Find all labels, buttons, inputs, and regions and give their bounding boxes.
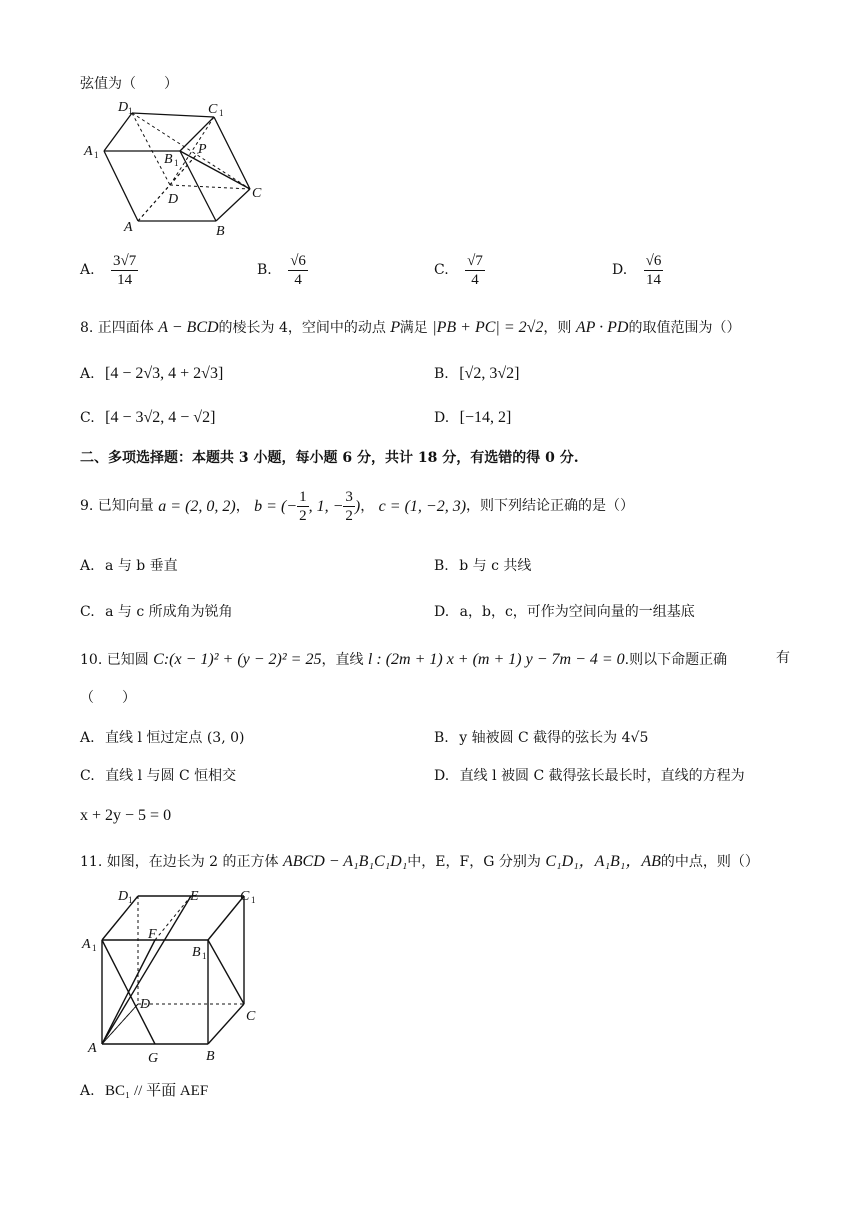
q9-choice-c[interactable]: C. a 与 c 所成角为锐角 bbox=[80, 604, 233, 620]
q8-dot-product: AP · PD bbox=[575, 319, 629, 336]
q7-choice-d-frac: $\frac{√6}{14}$ bbox=[645, 253, 662, 288]
fig1-label-D: D bbox=[168, 192, 179, 207]
fig1-label-C: C bbox=[252, 186, 262, 201]
svg-text:1: 1 bbox=[251, 895, 256, 905]
svg-text:1: 1 bbox=[219, 108, 224, 118]
q9-choice-b[interactable]: B. b 与 c 共线 bbox=[434, 558, 532, 574]
q11-choice-a[interactable]: A. BC₁ // 平面 AEF bbox=[80, 1083, 209, 1099]
q10-choice-b[interactable]: B. y 轴被圆 C 截得的弦长为 4√5 bbox=[434, 730, 649, 746]
section-2-title: 二、多项选择题：本题共 3 小题，每小题 6 分，共计 18 分，有选错的得 0 分. bbox=[80, 450, 579, 466]
q8-choice-b[interactable]: B. [√2, 3√2] bbox=[434, 365, 520, 382]
fig2-label-F: F bbox=[148, 927, 157, 942]
q11-stem: 11. 如图，在边长为 2 的正方体 ABCD − A₁B₁C₁D₁中，E，F，G 分别为 C₁D₁，A₁B₁，AB的中点，则（） bbox=[80, 853, 759, 870]
svg-text:1: 1 bbox=[202, 951, 207, 961]
fig2-label-B1: B bbox=[192, 945, 201, 960]
q10-choice-d-equation: x + 2y − 5 = 0 bbox=[80, 807, 172, 824]
q10-stem: 10. 已知圆 C:(x − 1)² + (y − 2)² = 25，直线 l : (2m + 1) x + (m + 1) y − 7m − 4 = 0.则以下命题正确 bbox=[80, 651, 728, 668]
q7-choice-b[interactable]: B. $\frac{√6}{4}$ bbox=[257, 253, 306, 288]
q7-choice-c[interactable]: C. $\frac{√7}{4}$ bbox=[434, 253, 483, 288]
svg-text:1: 1 bbox=[128, 106, 133, 116]
q9-vector-c: c = (1, −2, 3) bbox=[378, 497, 467, 515]
figure-parallelepiped bbox=[78, 95, 278, 245]
fig2-label-B: B bbox=[206, 1049, 215, 1064]
q7-choice-c-frac: $\frac{√7}{4}$ bbox=[467, 253, 483, 288]
q7-choice-a-frac: $\frac{3√7}{14}$ bbox=[113, 253, 137, 288]
fig1-label-B: B bbox=[216, 224, 225, 239]
fig2-label-D1: D bbox=[118, 889, 129, 904]
fig1-label-D1: D bbox=[118, 100, 129, 115]
q10-answer-paren: （ ） bbox=[80, 690, 136, 706]
q9-choice-d[interactable]: D. a，b，c，可作为空间向量的一组基底 bbox=[434, 604, 695, 620]
q11-midpoints: C₁D₁，A₁B₁，AB bbox=[545, 853, 661, 870]
q7-choice-a[interactable]: A. $\frac{3√7}{14}$ bbox=[80, 253, 137, 288]
q8-choice-a[interactable]: A. [4 − 2√3, 4 + 2√3] bbox=[80, 365, 224, 382]
q8-choice-d[interactable]: D. [−14, 2] bbox=[434, 409, 512, 426]
fig2-label-G: G bbox=[148, 1051, 159, 1065]
svg-text:1: 1 bbox=[94, 150, 99, 160]
fig1-label-P: P bbox=[198, 142, 207, 157]
fig2-label-C1: C bbox=[240, 889, 250, 904]
q9-vector-a: a = (2, 0, 2) bbox=[158, 497, 236, 515]
fig1-label-C1: C bbox=[208, 102, 218, 117]
q7-choice-b-frac: $\frac{√6}{4}$ bbox=[290, 253, 306, 288]
q11-cube: ABCD − A₁B₁C₁D₁ bbox=[282, 853, 408, 870]
q8-condition: |PB + PC| = 2√2 bbox=[432, 319, 544, 336]
fig1-label-A: A bbox=[124, 220, 133, 235]
fig1-label-A1: A bbox=[84, 144, 93, 159]
fig2-label-D: D bbox=[140, 997, 151, 1012]
q10-line-eq: l : (2m + 1) x + (m + 1) y − 7m − 4 = 0 bbox=[367, 651, 625, 668]
q9-stem: 9. 已知向量 a = (2, 0, 2)， b = (− $\frac{1}{2}$ , 1, − $\frac{3}{2}$ )， c = (1, −2, 3)，则下列结论正确的是（） bbox=[80, 489, 635, 524]
fig2-label-A1: A bbox=[82, 937, 91, 952]
svg-text:1: 1 bbox=[128, 895, 133, 905]
fig2-label-E: E bbox=[190, 889, 199, 904]
q9-choice-a[interactable]: A. a 与 b 垂直 bbox=[80, 558, 178, 574]
q7-choice-d[interactable]: D. $\frac{√6}{14}$ bbox=[612, 253, 662, 288]
q10-choice-c[interactable]: C. 直线 l 与圆 C 恒相交 bbox=[80, 768, 237, 784]
q10-choice-d[interactable]: D. 直线 l 被圆 C 截得弦长最长时，直线的方程为 bbox=[434, 768, 745, 784]
q8-choice-c[interactable]: C. [4 − 3√2, 4 − √2] bbox=[80, 409, 216, 426]
svg-text:1: 1 bbox=[92, 943, 97, 953]
fig1-label-B1: B bbox=[164, 152, 173, 167]
fig2-label-C: C bbox=[246, 1009, 256, 1024]
question-7-tail: 弦值为（ ） bbox=[80, 76, 178, 92]
q10-choice-a[interactable]: A. 直线 l 恒过定点 (3, 0) bbox=[80, 730, 245, 746]
svg-text:1: 1 bbox=[174, 158, 179, 168]
fig2-label-A: A bbox=[88, 1041, 97, 1056]
figure-cube bbox=[78, 880, 268, 1065]
q10-stem-tail: 有 bbox=[776, 650, 790, 666]
q8-stem: 8. 正四面体 A − BCD的棱长为 4，空间中的动点 P满足 |PB + PC| = 2√2，则 AP · PD的取值范围为（） bbox=[80, 319, 741, 336]
q9-vector-b: b = (− bbox=[254, 497, 298, 515]
q10-circle-eq: C:(x − 1)² + (y − 2)² = 25 bbox=[153, 651, 322, 668]
